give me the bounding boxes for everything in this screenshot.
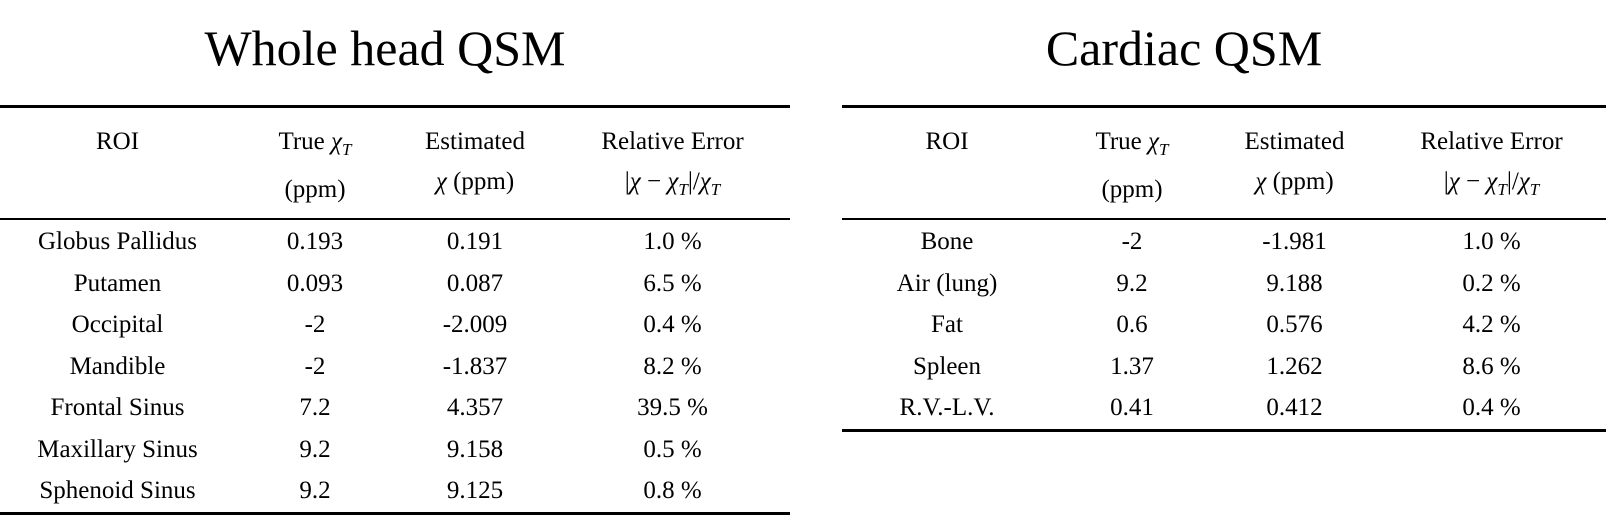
table-header-row (0, 107, 790, 220)
cell-roi: Globus Pallidus (37, 228, 198, 255)
cell-relative-error: 6.5 % (643, 269, 702, 297)
cell-roi: Air (lung) (896, 269, 998, 297)
whole-head-table (0, 105, 790, 515)
table-row (0, 304, 790, 346)
cardiac-title: Cardiac QSM (1045, 20, 1323, 76)
header-relative-error: Relative Error $|\chi - \chi_T|/\chi_T$ (555, 107, 790, 220)
table-row (0, 470, 790, 513)
cell-relative-error: 8.6 % (1462, 352, 1521, 380)
cell-relative-error: 1.0 % (1462, 228, 1521, 255)
cell-estimated-chi: 0.087 (446, 269, 504, 297)
cell-relative-error: 0.2 % (1462, 269, 1521, 297)
cell-true-chi: 0.6 (1116, 311, 1148, 338)
whole-head-table-body (0, 219, 790, 513)
header-true-chi: True $\chi_T$ (ppm) (1052, 107, 1212, 220)
cell-true-chi: -2 (304, 352, 326, 380)
cell-relative-error: 0.8 % (555, 470, 790, 513)
header-estimated-chi: Estimated χ (ppm) (1212, 107, 1377, 220)
cell-estimated-chi: 9.158 (446, 435, 504, 463)
cell-estimated-chi: 0.412 (1212, 387, 1377, 430)
cell-roi: Mandible (69, 352, 166, 380)
cell-true-chi: 1.37 (1110, 352, 1154, 380)
cell-estimated-chi: 9.188 (1266, 269, 1323, 297)
table-row (842, 304, 1606, 346)
table-row (842, 219, 1606, 263)
cell-true-chi: 0.41 (1052, 387, 1212, 430)
cell-relative-error: 4.2 % (1462, 311, 1521, 338)
cell-estimated-chi: 1.262 (1266, 352, 1323, 380)
cell-estimated-chi: -2.009 (442, 311, 508, 338)
cardiac-table (842, 105, 1606, 432)
cell-estimated-chi: 0.191 (446, 228, 504, 255)
cell-estimated-chi: 4.357 (446, 394, 504, 421)
header-roi: ROI (0, 107, 235, 220)
table-row (842, 263, 1606, 305)
cell-roi: Occipital (71, 311, 164, 338)
header-roi: ROI (842, 107, 1052, 220)
cell-true-chi: 9.2 (1116, 269, 1148, 297)
table-row (0, 263, 790, 305)
cell-true-chi: 7.2 (299, 394, 331, 421)
cell-relative-error: 0.4 % (643, 311, 702, 338)
cell-estimated-chi: 9.125 (395, 470, 555, 513)
table-row (842, 346, 1606, 388)
cell-relative-error: 39.5 % (637, 394, 708, 421)
cell-true-chi: 9.2 (299, 435, 331, 463)
header-estimated-chi: Estimated χ (ppm) (395, 107, 555, 220)
cell-true-chi: 9.2 (235, 470, 395, 513)
header-true-chi: True $\chi_T$ (ppm) (235, 107, 395, 220)
whole-head-title: Whole head QSM (204, 20, 566, 76)
cell-relative-error: 0.5 % (643, 435, 702, 463)
table-row (0, 346, 790, 388)
cell-true-chi: 0.093 (286, 269, 344, 297)
cell-roi: Maxillary Sinus (37, 435, 198, 463)
cell-true-chi: -2 (304, 311, 326, 338)
table-row (0, 219, 790, 263)
cell-roi: R.V.-L.V. (842, 387, 1052, 430)
cell-relative-error: 1.0 % (643, 228, 702, 255)
cell-roi: Bone (920, 228, 974, 255)
cardiac-table-body (842, 219, 1606, 430)
cell-roi: Fat (931, 311, 963, 338)
cell-roi: Spleen (912, 352, 982, 380)
cell-true-chi: 0.193 (286, 228, 344, 255)
cell-roi: Frontal Sinus (50, 394, 185, 421)
table-row (842, 387, 1606, 430)
table-header-row (842, 107, 1606, 220)
cell-relative-error: 8.2 % (643, 352, 702, 380)
cell-true-chi: -2 (1121, 228, 1143, 255)
cell-estimated-chi: -1.837 (442, 352, 508, 380)
cell-estimated-chi: -1.981 (1262, 228, 1327, 255)
cell-relative-error: 0.4 % (1377, 387, 1606, 430)
cell-roi: Putamen (73, 269, 162, 297)
cell-estimated-chi: 0.576 (1266, 311, 1323, 338)
cell-roi: Sphenoid Sinus (0, 470, 235, 513)
header-relative-error: Relative Error $|\chi - \chi_T|/\chi_T$ (1377, 107, 1606, 220)
table-row (0, 429, 790, 471)
table-row (0, 387, 790, 429)
